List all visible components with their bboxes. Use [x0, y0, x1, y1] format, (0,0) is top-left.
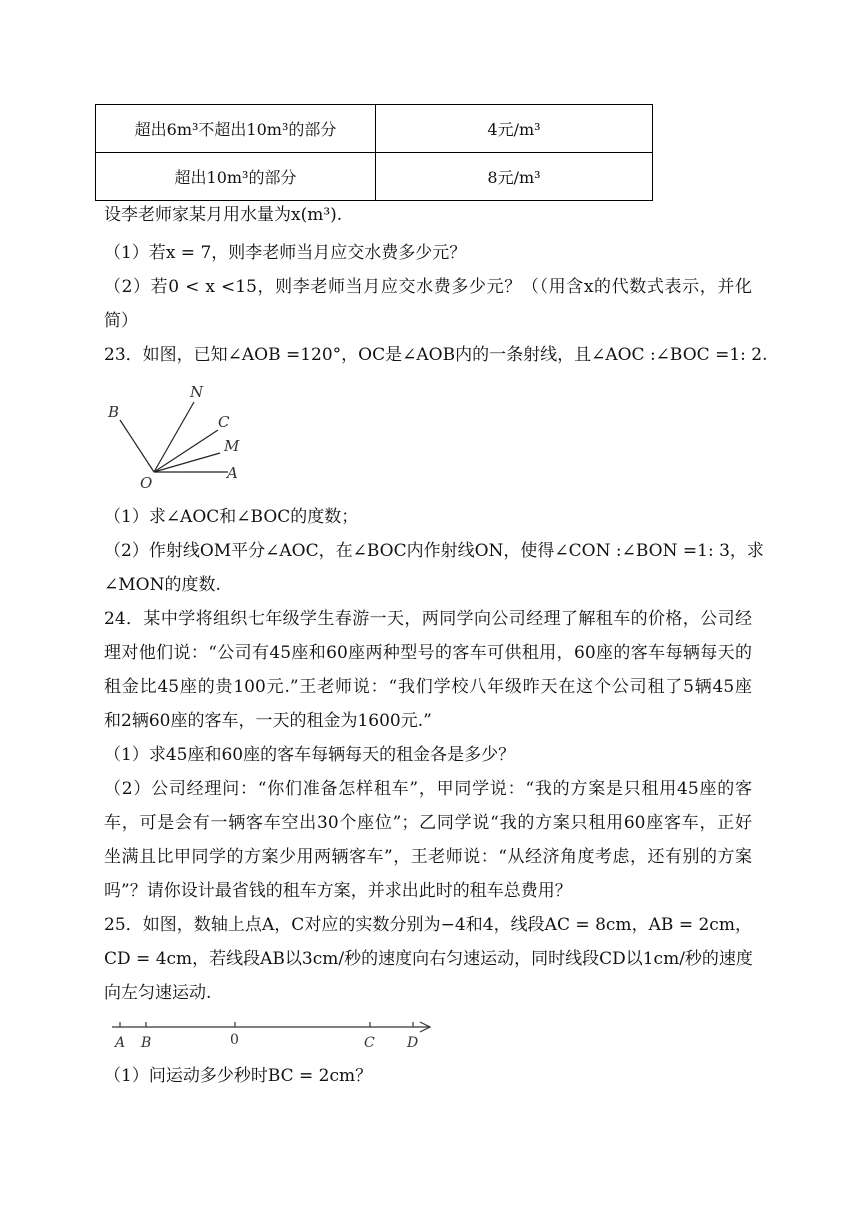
q24-line2: 理对他们说：“公司有45座和60座两种型号的客车可供租用，60座的客车每辆每天的: [104, 643, 752, 663]
q25-line1: 25．如图，数轴上点A，C对应的实数分别为−4和4，线段AC = 8cm，AB = 2cm，: [104, 915, 752, 935]
water-price-table: [95, 104, 653, 201]
table-cell-range: 超出6m³不超出10m³的部分: [96, 105, 376, 153]
q23-stem: 23．如图，已知∠AOB =120°，OC是∠AOB内的一条射线，且∠AOC :∠BOC =1: 2.: [104, 345, 768, 365]
q24-line4: 和2辆60座的客车，一天的租金为1600元.”: [104, 711, 432, 731]
table-cell-price: 8元/m³: [376, 153, 653, 201]
table-row: [96, 153, 653, 201]
ray-ob: [120, 420, 154, 472]
q24-part2-line1: （2）公司经理问：“你们准备怎样租车”，甲同学说：“我的方案是只租用45座的客: [104, 779, 752, 799]
q23-part1: （1）求∠AOC和∠BOC的度数；: [104, 507, 359, 527]
label-c: C: [218, 413, 230, 431]
q24-line1: 24．某中学将组织七年级学生春游一天，两同学向公司经理了解租车的价格，公司经: [104, 609, 752, 629]
table-row: [96, 105, 653, 153]
q24-part1: （1）求45座和60座的客车每辆每天的租金各是多少？: [104, 745, 516, 765]
q24-line3: 租金比45座的贵100元.”王老师说：“我们学校八年级昨天在这个公司租了5辆45座: [104, 677, 752, 697]
q24-part2-line2: 车，可是会有一辆客车空出30个座位”；乙同学说“我的方案只租用60座客车，正好: [104, 813, 752, 833]
q22-part2-line2: 简）: [104, 311, 138, 331]
label-a: A: [227, 464, 238, 482]
q24-part2-line3: 坐满且比甲同学的方案少用两辆客车”，王老师说：“从经济角度考虑，还有别的方案: [104, 847, 752, 867]
table-cell-range: 超出10m³的部分: [96, 153, 376, 201]
table-cell-price: 4元/m³: [376, 105, 653, 153]
label-b: B: [108, 403, 120, 421]
axis-label-a: A: [115, 1035, 126, 1051]
axis-label-b: B: [141, 1035, 152, 1051]
q25-line2: CD = 4cm，若线段AB以3cm/秒的速度向右匀速运动，同时线段CD以1cm/秒的速度: [104, 949, 753, 969]
q22-intro: 设李老师家某月用水量为x(m³).: [104, 205, 343, 225]
number-line-figure: [108, 1014, 438, 1054]
angle-figure: [100, 380, 250, 490]
q22-part2-line1: （2）若0 < x <15，则李老师当月应交水费多少元？（（用含x的代数式表示，并化: [104, 277, 752, 297]
axis-label-d: D: [407, 1035, 419, 1051]
ray-oc: [154, 430, 218, 472]
q22-part1: （1）若x = 7，则李老师当月应交水费多少元？: [104, 243, 467, 263]
axis-label-0: 0: [230, 1032, 239, 1048]
label-o: O: [140, 474, 153, 490]
q23-part2-line2: ∠MON的度数.: [104, 575, 221, 595]
label-n: N: [190, 383, 204, 401]
q25-line3: 向左匀速运动.: [104, 983, 212, 1003]
q24-part2-line4: 吗”？请你设计最省钱的租车方案，并求出此时的租车总费用？: [104, 881, 572, 901]
axis-label-c: C: [364, 1035, 375, 1051]
q23-part2-line1: （2）作射线OM平分∠AOC，在∠BOC内作射线ON，使得∠CON :∠BON =1: 3，求: [104, 541, 764, 561]
ray-on: [154, 402, 194, 472]
label-m: M: [224, 437, 240, 455]
q25-part1: （1）问运动多少秒时BC = 2cm？: [104, 1066, 373, 1086]
